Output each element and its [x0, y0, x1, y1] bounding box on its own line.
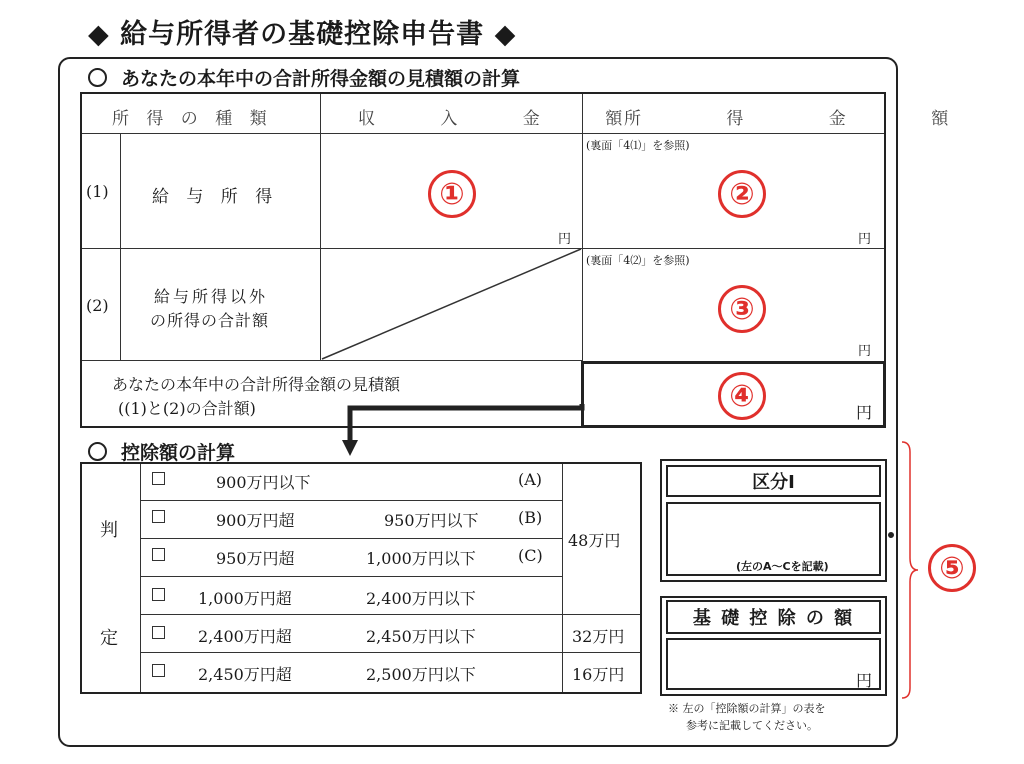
section1-heading: あなたの本年中の合計所得金額の見積額の計算 [88, 64, 520, 91]
row3-label-line1: あなたの本年中の合計所得金額の見積額 [112, 375, 401, 394]
row3-label-line2: ((1)と(2)の合計額) [118, 399, 256, 418]
circle-bullet-icon [88, 68, 107, 87]
note-line1: ※ 左の「控除額の計算」の表を [668, 702, 826, 715]
list-item[interactable] [152, 662, 165, 681]
checkbox-icon[interactable] [152, 548, 165, 561]
checkbox-icon[interactable] [152, 472, 165, 485]
list-item[interactable] [152, 624, 165, 643]
bracket-icon [898, 440, 922, 700]
note-line2: 参考に記載してください。 [686, 719, 818, 732]
marker-4: ④ [718, 372, 766, 420]
row2-label-line1: 給与所得以外 [154, 287, 269, 306]
checkbox-icon[interactable] [152, 510, 165, 523]
row2-reference: (裏面「4⑵」を参照) [586, 254, 690, 267]
judge-label-bottom: 定 [100, 628, 118, 649]
row1-label: 給 与 所 得 [152, 187, 279, 207]
checkbox-icon[interactable] [152, 664, 165, 677]
amount-abc: 48万円 [568, 531, 621, 550]
down-arrow-icon [340, 400, 585, 460]
judge-label-top: 判 [100, 520, 118, 541]
row2-label-line2: の所得の合計額 [150, 311, 270, 330]
row1-reference: (裏面「4⑴」を参照) [586, 139, 690, 152]
row2-number: (2) [86, 296, 109, 315]
marker-3: ③ [718, 285, 766, 333]
kubun-note: (左のA～Cを記載) [736, 560, 829, 573]
section2-heading: 控除額の計算 [88, 438, 235, 465]
list-item[interactable] [152, 470, 165, 489]
header-revenue: 収 入 金 額 [358, 109, 653, 129]
deduction-table [80, 462, 642, 694]
amount-row5: 32万円 [572, 627, 625, 646]
marker-1: ① [428, 170, 476, 218]
list-item[interactable] [152, 546, 165, 565]
form-title: ◆ 給与所得者の基礎控除申告書 ◆ [88, 19, 517, 50]
list-item[interactable] [152, 586, 165, 605]
kubun-title: 区分Ⅰ [666, 465, 881, 497]
salary-income-amount-field[interactable] [582, 150, 884, 248]
marker-2: ② [718, 170, 766, 218]
dot-icon [888, 532, 894, 538]
kiso-title: 基 礎 控 除 の 額 [666, 600, 881, 634]
kiso-input[interactable] [666, 638, 881, 690]
header-income-kind: 所 得 の 種 類 [112, 109, 273, 129]
amount-row6: 16万円 [572, 665, 625, 684]
marker-5: ⑤ [928, 544, 976, 592]
circle-bullet-icon [88, 442, 107, 461]
checkbox-icon[interactable] [152, 626, 165, 639]
salary-revenue-field[interactable] [322, 134, 580, 248]
checkbox-icon[interactable] [152, 588, 165, 601]
header-income-amount: 所 得 金 額 [624, 109, 989, 129]
list-item[interactable] [152, 508, 165, 527]
other-income-amount-field[interactable] [582, 266, 884, 360]
diagonal-strike [320, 248, 582, 360]
row1-number: (1) [86, 182, 109, 201]
